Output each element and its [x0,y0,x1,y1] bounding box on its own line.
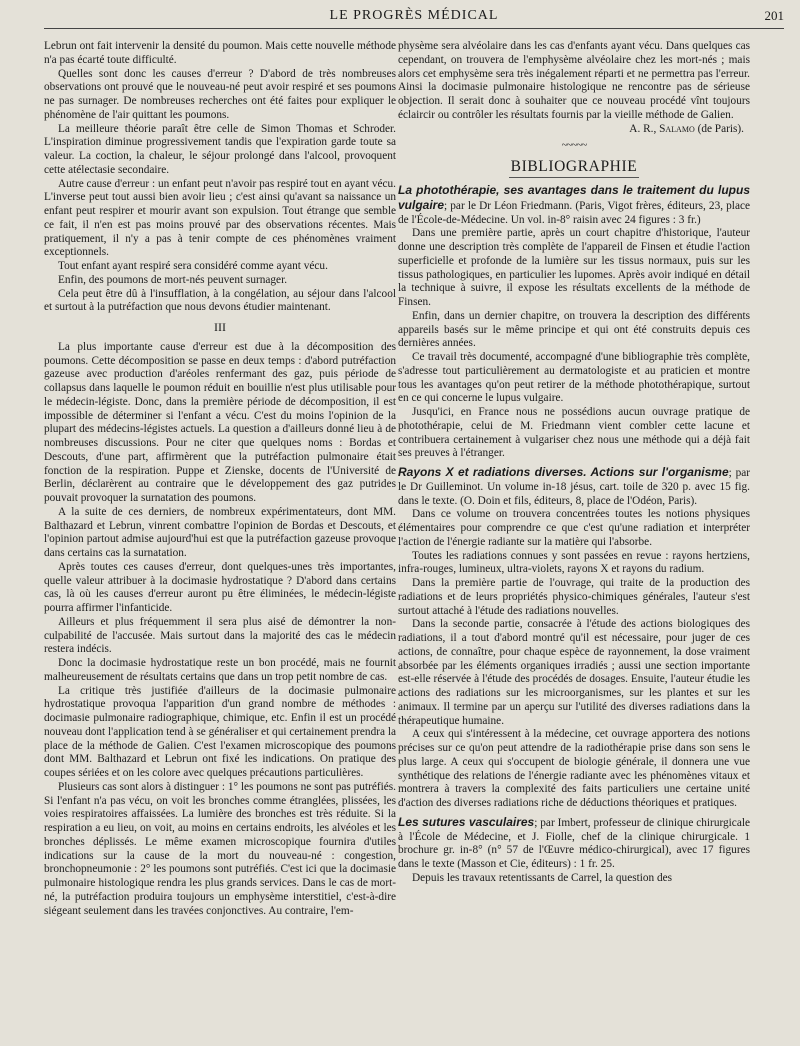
review-entry [398,184,750,461]
paragraph: Dans une première partie, après un court chapitre d'historique, l'auteur donne une description très complète de l'appareil de Finsen et étudie l'action superficielle et profonde de la lumière sur les tissus normaux, puis sur les tissus pathologiques, en particulier les lupomes. Après avoir indiqué en détail la technique à suivre, il expose les résultats excellents de la méthode de Finsen. [398,227,750,308]
review-byline: ; par Imbert, professeur de clinique chirurgicale à l'École de Médecine, et J. Fiolle, chef de la clinique chirurgicale. 1 brochure gr. in-8° (n° 57 de l'Œuvre médico-chirurgical), avec 17 figures dans le texte (Masson et Cie, éditeurs) : 1 fr. 25. [398,816,750,870]
right-column [398,40,750,1040]
paragraph: Cela peut être dû à l'insufflation, à la congélation, au séjour dans l'alcool et surtout à la putréfaction que nous devons étudier maintenant. [44,287,396,314]
section-ornament: ~~~~~ [561,139,587,152]
review-title: Rayons X et radiations diverses. Actions sur l'organisme [398,465,729,479]
paragraph: Autre cause d'erreur : un enfant peut n'avoir pas respiré tout en ayant vécu. L'inverse peut tout aussi bien avoir lieu ; c'est ainsi qu'avant sa naissance un enfant peut respirer et mourir avant son expulsion. Tout étrange que semble ce fait, il n'en est pas moins prouvé par des observations récentes. Mais pratiquement, il n'y a pas à tenir compte de ces phénomènes vraiment exceptionnels. [44,177,396,259]
paragraph: Après toutes ces causes d'erreur, dont quelques-unes très importantes, quelle valeur attribuer à la docimasie hydrostatique ? D'abord dans certains cas, là où les causes d'erreur auront pu être éliminées, le médecin-légiste pourra affirmer l'infanticide. [44,560,396,614]
signature-name: Salamo [659,122,695,135]
paragraph: La meilleure théorie paraît être celle de Simon Thomas et Schroder. L'inspiration diminue progressivement tandis que l'expiration garde toute sa valeur. La coction, la chaleur, le séjour prolongé dans l'alcool, provoquent cette atélectasie secondaire. [44,122,396,176]
paragraph: Dans la première partie de l'ouvrage, qui traite de la production des radiations et de leurs propriétés physico-chimiques générales, l'auteur s'est surtout attaché à l'étude des radiations nouvelles. [398,577,750,617]
paragraph: La plus importante cause d'erreur est due à la décomposition des poumons. Cette décomposition se passe en deux temps : d'abord putréfaction gazeuse avec production d'aréoles renfermant des gaz, puis période de collapsus dans laquelle le poumon réduit en bouillie n'est plus utilisable pour le médecin-légiste. Donc, dans la première période de décomposition, il est impossible de déterminer si l'enfant a vécu. C'est du moins l'opinion de la plupart des médecins-légistes actuels. La question a d'ailleurs donné lieu à de nombreuses discussions. Pour ne citer que quelques noms : Bordas et Descouts, d'une part, affirmèrent que la putréfaction pulmonaire était fonction de la respiration. Puppe et Zienske, docents de l'Université de Berlin, déclarèrent au contraire que le développement des gaz putrides pouvait provoquer la surnatation des poumons. [44,340,396,504]
review-byline: ; par le Dr Léon Friedmann. (Paris, Vigot frères, éditeurs, 23, place de l'École-de-Médecine. Un vol. in-8° raisin avec 24 figures : 3 fr.) [398,199,750,226]
paragraph: Dans ce volume on trouvera concentrées toutes les notions physiques élémentaires pour comprendre ce que c'est qu'une radiation et interpréter l'action de l'énergie radiante sur la matière qui l'absorbe. [398,508,750,548]
review-title: La photothérapie, ses avantages dans le traitement du lupus vulgaire [398,183,750,212]
paragraph: Quelles sont donc les causes d'erreur ? D'abord de très nombreuses observations ont prouvé que le nouveau-né peut avoir respiré et ses poumons ne pas surnager. De nombreuses recherches ont été faites pour expliquer le phénomène de l'air quittant les poumons. [44,67,396,121]
review-title: Les sutures vasculaires [398,814,535,829]
signature-initials: A. R. [629,122,654,135]
paragraph: La critique très justifiée d'ailleurs de la docimasie pulmonaire hydrostatique provoqua l'apparition d'un grand nombre de méthodes : docimasie pulmonaire radiographique, chimique, etc. Enfin il est un procédé nouveau dont l'application tend à se généraliser et qui certainement prendra la place de la méthode de Galien. C'est l'examen microscopique des poumons dont MM. Balthazard et Lebrun ont fixé les indications. On pratique des coupes sériées et on les colore avec quelques précautions particulières. [44,684,396,779]
paragraph: Tout enfant ayant respiré sera considéré comme ayant vécu. [58,260,328,272]
section-title: BIBLIOGRAPHIE [509,158,639,178]
paragraph: Jusqu'ici, en France nous ne possédions aucun ouvrage pratique de photothérapie, celui de M. Friedmann vient combler cette lacune et contribuera certainement à vulgariser chez nous une méthode qui a déjà fait ses preuves à l'étranger. [398,406,750,460]
left-column [44,40,396,1040]
page-header [44,6,784,29]
review-entry [398,816,750,886]
review-entry [398,466,750,811]
paragraph: A ceux qui s'intéressent à la médecine, cet ouvrage apportera des notions précises sur ce qu'on peut attendre de la radiothérapie prise dans son sens le plus large. A ceux qui s'occupent de biologie générale, il donnera une vue synthétique des relations de l'énergie radiante avec les phénomènes vitaux et montrera à travers la complexité des faits particuliers une certaine unité d'action des diverses radiations riche de déductions théoriques et pratiques. [398,728,750,809]
review-heading [398,184,750,227]
review-byline: ; par le Dr Guilleminot. Un volume in-18 jésus, cart. toile de 320 p. avec 15 fig. dans le texte. (O. Doin et fils, éditeurs, 8, place de l'Odéon, Paris). [398,467,750,507]
paragraph: Lebrun ont fait intervenir la densité du poumon. Mais cette nouvelle méthode n'a pas écarté toute difficulté. [44,40,396,66]
paragraph: A la suite de ces derniers, de nombreux expérimentateurs, dont MM. Balthazard et Lebrun, vinrent combattre l'opinion de Bordas et Descouts, et l'opinion partout admise aujourd'hui est que la putréfaction gazeuse provoque dans certains cas la surnatation. [44,505,396,559]
paragraph: Donc la docimasie hydrostatique reste un bon procédé, mais ne fournit malheureusement de résultats certains que dans un trop petit nombre de cas. [44,657,396,683]
running-title: LE PROGRÈS MÉDICAL [329,8,499,23]
paragraph: Plusieurs cas sont alors à distinguer : 1° les poumons ne sont pas putréfiés. Si l'enfant n'a pas vécu, on voit les bronches comme étranglées, plissées, les voies respiratoires affaissées. La lumière des bronches est très réduite. Si la respiration a eu lieu, on voit, au moins en certains endroits, les alvéoles et les bronches déplissés. Le même examen microscopique fournira d'utiles indications sur la cause de la mort du nouveau-né : congestion, bronchopneumonie : 2° les poumons sont putréfiés. C'est ici que la docimasie pulmonaire histologique rendra les plus grands services. Dans le cas de mort-né, la putréfaction produira toujours un emphysème interstitiel, c'est-à-dire siégeant seulement dans les travées conjonctives. Au contraire, l'em- [44,780,396,917]
review-heading [398,816,750,872]
page-number: 201 [764,8,784,23]
paragraph: Enfin, des poumons de mort-nés peuvent surnager. [58,273,288,286]
paragraph: Dans la seconde partie, consacrée à l'étude des actions biologiques des radiations, il a tout d'abord montré qu'il est nécessaire, pour juger de ces actions, de connaître, pour chaque espèce de rayonnement, la dose vraiment absorbée par les éléments organiques irradiés ; aussi une section importante est-elle réservée à l'étude des procédés de dosages. Ensuite, l'auteur étudie les actions des radiations sur les microorganismes, sur les plantes et sur les animaux. Il termine par un aperçu sur l'utilité des diverses radiations dans la thérapeutique humaine. [398,618,750,727]
paragraph: Toutes les radiations connues y sont passées en revue : rayons hertziens, infra-rouges, lumineux, ultra-violets, rayons X et rayons du radium. [398,549,750,576]
paragraph: Depuis les travaux retentissants de Carrel, la question des [412,871,673,884]
review-heading [398,466,750,508]
paragraph: Ce travail très documenté, accompagné d'une bibliographie très complète, s'adresse tout particulièrement au dermatologiste et au praticien et montre tous les avantages qu'on peut retirer de la méthode photothérapique, surtout en ce qui concerne le lupus vulgaire. [398,351,750,405]
section-number: III [214,320,226,334]
paragraph: Enfin, dans un dernier chapitre, on trouvera la description des différents appareils basés sur le même principe et qui ont été construits depuis ces dernières années. [398,309,750,350]
paragraph: physème sera alvéolaire dans les cas d'enfants ayant vécu. Dans quelques cas cependant, on trouvera de l'emphysème alvéolaire chez les mort-nés ; mais alors cet emphysème sera très inégalement réparti et ne permettra pas l'erreur. Ainsi la docimasie pulmonaire histologique ne rencontre pas de sérieuse objection. Il serait donc à souhaiter que ce nouveau procédé vînt toujours éclaircir ou contrôler les résultats fournis par la vieille méthode de Galien. [398,40,750,121]
signature-location: (de Paris). [697,122,744,135]
article-signature: A. R., Salamo (de Paris). [629,122,744,135]
paragraph: Ailleurs et plus fréquemment il sera plus aisé de démontrer la non-culpabilité de l'accusée. Mais surtout dans la majorité des cas le médecin restera indécis. [44,615,396,656]
